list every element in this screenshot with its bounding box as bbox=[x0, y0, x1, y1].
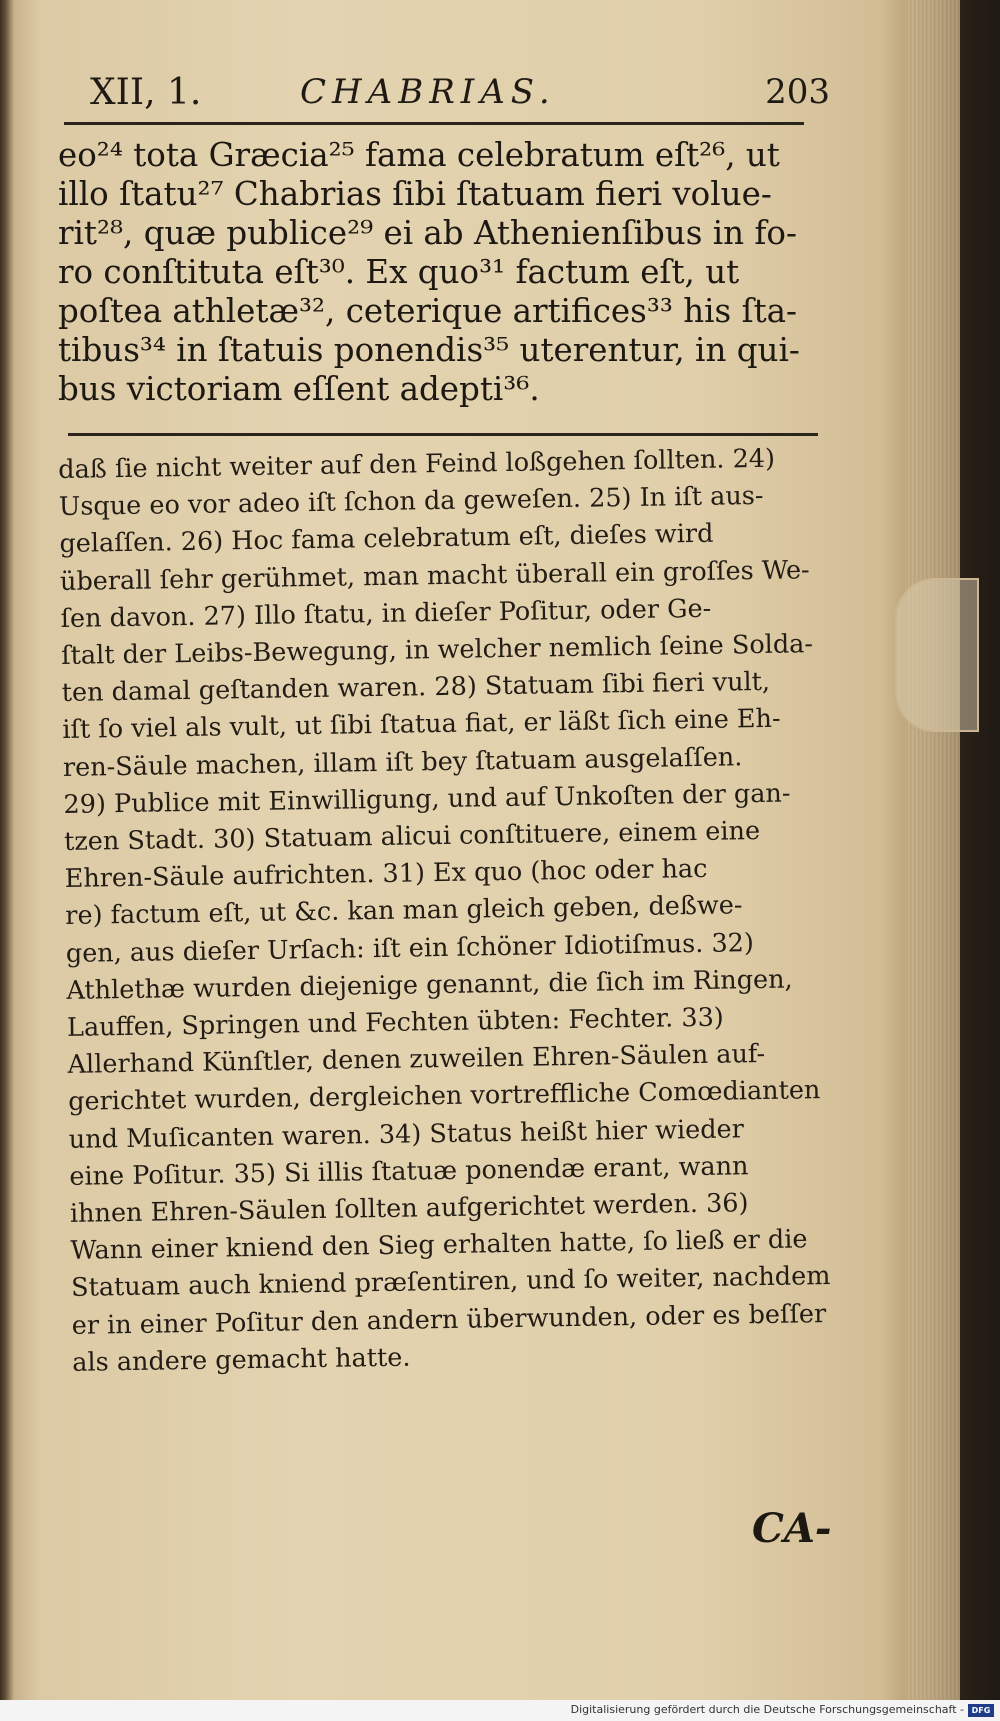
note-line: als andere gemacht hatte. bbox=[72, 1342, 411, 1378]
note-line: und Muſicanten waren. 34) Status heißt hier wieder bbox=[68, 1113, 745, 1155]
page-number: 203 bbox=[765, 72, 830, 112]
main-text-line: illo ſtatu²⁷ Chabrias ſibi ſtatuam fieri volue- bbox=[58, 175, 772, 213]
main-latin-text bbox=[58, 136, 828, 409]
note-line: gerichtet wurden, dergleichen vortreffliche Comœdianten bbox=[67, 1075, 821, 1118]
running-title: CHABRIAS. bbox=[300, 72, 556, 112]
main-text-line: tibus³⁴ in ſtatuis ponendis³⁵ uterentur, in qui- bbox=[58, 331, 800, 369]
note-line: ihnen Ehren-Säulen ſollten aufgerichtet werden. 36) bbox=[69, 1188, 749, 1229]
funding-credit: Digitalisierung gefördert durch die Deutsche Forschungsgemeinschaft - bbox=[570, 1703, 964, 1716]
note-line: Wann einer kniend den Sieg erhalten hatte, ſo ließ er die bbox=[70, 1224, 808, 1267]
bookmark-tab bbox=[895, 578, 979, 732]
note-line: eine Poſitur. 35) Si illis ſtatuæ ponendæ erant, wann bbox=[69, 1151, 749, 1192]
main-text-line: bus victoriam eſſent adepti³⁶. bbox=[58, 370, 540, 408]
book-page-edges bbox=[905, 0, 960, 1721]
main-text-line: poſtea athletæ³², ceterique artifices³³ his ſta- bbox=[58, 292, 798, 330]
page-header bbox=[90, 72, 830, 120]
note-line: ren-Säule machen, illam iſt bey ſtatuam ausgelaſſen. bbox=[62, 741, 743, 783]
note-line: Usque eo vor adeo iſt ſchon da geweſen. 25) In iſt aus- bbox=[58, 481, 764, 523]
note-line: Lauffen, Springen und Fechten übten: Fechter. 33) bbox=[66, 1002, 724, 1043]
note-line: iſt ſo viel als vult, ut ſibi ſtatua fiat, er läßt ſich eine Eh- bbox=[62, 704, 781, 746]
main-text-line: eo²⁴ tota Græcia²⁵ fama celebratum eſt²⁶, ut bbox=[58, 136, 780, 174]
chapter-number: XII, 1. bbox=[90, 72, 202, 113]
note-line: Athlethæ wurden diejenige genannt, die ſich im Ringen, bbox=[66, 964, 793, 1006]
catchword: CA- bbox=[752, 1505, 832, 1552]
note-line: gen, aus dieſer Urſach: iſt ein ſchöner Idiotiſmus. 32) bbox=[65, 927, 755, 969]
note-line: er in einer Poſitur den andern überwunden, oder es beſſer bbox=[71, 1298, 827, 1341]
note-line: ſen davon. 27) Illo ſtatu, in dieſer Poſitur, oder Ge- bbox=[60, 593, 712, 634]
dfg-logo: DFG bbox=[968, 1704, 994, 1717]
note-line: tzen Stadt. 30) Statuam alicui conſtituere, einem eine bbox=[63, 816, 761, 857]
note-line: re) factum eſt, ut &c. kan man gleich geben, deßwe- bbox=[65, 890, 743, 932]
note-line: überall ſehr gerühmet, man macht überall ein groſſes We- bbox=[59, 554, 810, 597]
note-line: Allerhand Künſtler, denen zuweilen Ehren-Säulen auf- bbox=[67, 1039, 766, 1081]
header-rule bbox=[64, 122, 804, 125]
main-text-line: ro conſtituta eſt³⁰. Ex quo³¹ factum eſt, ut bbox=[58, 253, 740, 291]
note-line: ten damal geſtanden waren. 28) Statuam ſibi fieri vult, bbox=[61, 667, 771, 709]
note-line: ſtalt der Leibs-Bewegung, in welcher nemlich ſeine Solda- bbox=[60, 629, 814, 671]
note-line: Ehren-Säule aufrichten. 31) Ex quo (hoc oder hac bbox=[64, 854, 708, 895]
note-line: gelaſſen. 26) Hoc fama celebratum eſt, dieſes wird bbox=[59, 519, 714, 560]
footnotes-german-commentary bbox=[58, 440, 853, 1382]
note-line: Statuam auch kniend præſentiren, und ſo weiter, nachdem bbox=[70, 1261, 831, 1304]
note-line: daß ſie nicht weiter auf den Feind loßgehen ſollten. 24) bbox=[58, 443, 776, 485]
note-line: 29) Publice mit Einwilligung, und auf Unkoſten der gan- bbox=[63, 778, 791, 820]
main-text-line: rit²⁸, quæ publice²⁹ ei ab Athenienſibus in fo- bbox=[58, 214, 797, 252]
notes-divider-rule bbox=[68, 433, 818, 436]
